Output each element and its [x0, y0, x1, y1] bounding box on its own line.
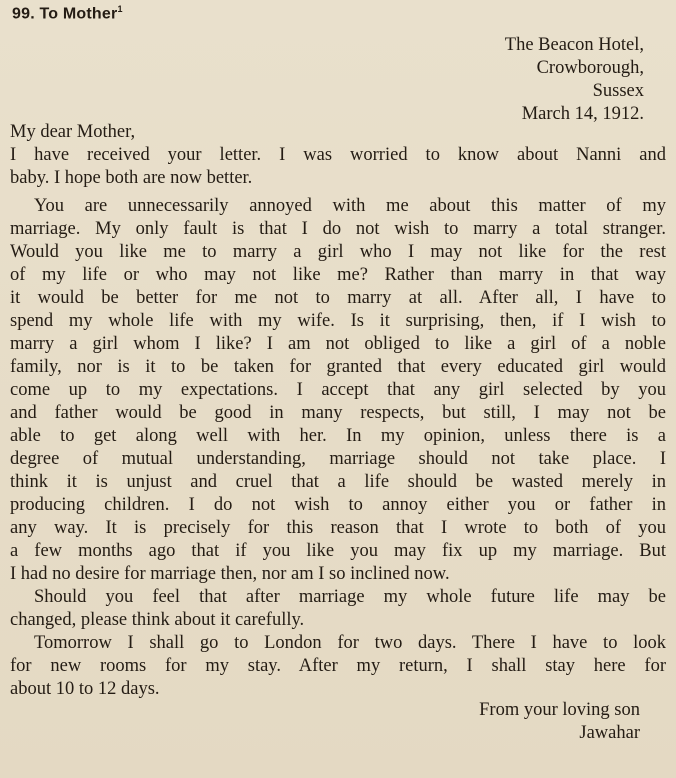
signature: Jawahar — [579, 723, 640, 743]
text-line: any way. It is precisely for this reason that I wrote to both of you — [10, 518, 666, 538]
text-line: You are unnecessarily annoyed with me about this matter of my — [34, 196, 666, 216]
text-line: changed, please think about it carefully. — [10, 610, 305, 630]
text-line: and father would be good in many respects, but still, I may not be — [10, 403, 666, 423]
letter-title: To Mother — [39, 5, 118, 23]
closing-phrase: From your loving son — [479, 700, 640, 720]
text-line: producing children. I do not wish to annoy either you or father in — [10, 495, 666, 515]
text-line: for new rooms for my stay. After my return, I shall stay here for — [10, 656, 666, 676]
letter-date: March 14, 1912. — [521, 104, 644, 124]
text-line: Would you like me to marry a girl who I may not like for the rest — [10, 242, 666, 262]
text-line: family, nor is it to be taken for granted that every educated girl would — [10, 357, 666, 377]
paragraph-2 — [10, 195, 666, 586]
salutation: My dear Mother, — [10, 122, 136, 142]
text-line: marriage. My only fault is that I do not wish to marry a total stranger. — [10, 219, 666, 239]
letter-number: 99. — [12, 5, 35, 23]
text-line: Tomorrow I shall go to London for two days. There I have to look — [34, 633, 666, 653]
text-line: I have received your letter. I was worried to know about Nanni and — [10, 145, 666, 165]
address-line: Crowborough, — [536, 58, 644, 78]
paragraph-3 — [10, 586, 666, 632]
text-line: a few months ago that if you like you may fix up my marriage. But — [10, 541, 666, 561]
text-line: degree of mutual understanding, marriage should not take place. I — [10, 449, 666, 469]
letter-closing — [479, 699, 640, 745]
text-line: it would be better for me not to marry at all. After all, I have to — [10, 288, 666, 308]
address-line: Sussex — [592, 81, 644, 101]
sender-address — [505, 34, 644, 126]
paragraph-1 — [10, 144, 666, 190]
paragraph-4 — [10, 632, 666, 701]
text-line: spend my whole life with my wife. Is it surprising, then, if I wish to — [10, 311, 666, 331]
text-line: of my life or who may not like me? Rather than marry in that way — [10, 265, 666, 285]
text-line: about 10 to 12 days. — [10, 679, 160, 699]
address-line: The Beacon Hotel, — [504, 35, 644, 55]
text-line: baby. I hope both are now better. — [10, 168, 253, 188]
text-line: I had no desire for marriage then, nor am I so inclined now. — [10, 564, 450, 584]
text-line: able to get along well with her. In my opinion, unless there is a — [10, 426, 666, 446]
text-line: think it is unjust and cruel that a life should be wasted merely in — [10, 472, 666, 492]
text-line: marry a girl whom I like? I am not obliged to like a girl of a noble — [10, 334, 666, 354]
footnote-marker: 1 — [117, 4, 123, 14]
text-line: come up to my expectations. I accept that any girl selected by you — [10, 380, 666, 400]
text-line: Should you feel that after marriage my whole future life may be — [34, 587, 666, 607]
letter-heading — [12, 4, 123, 23]
letter-body — [10, 121, 666, 701]
